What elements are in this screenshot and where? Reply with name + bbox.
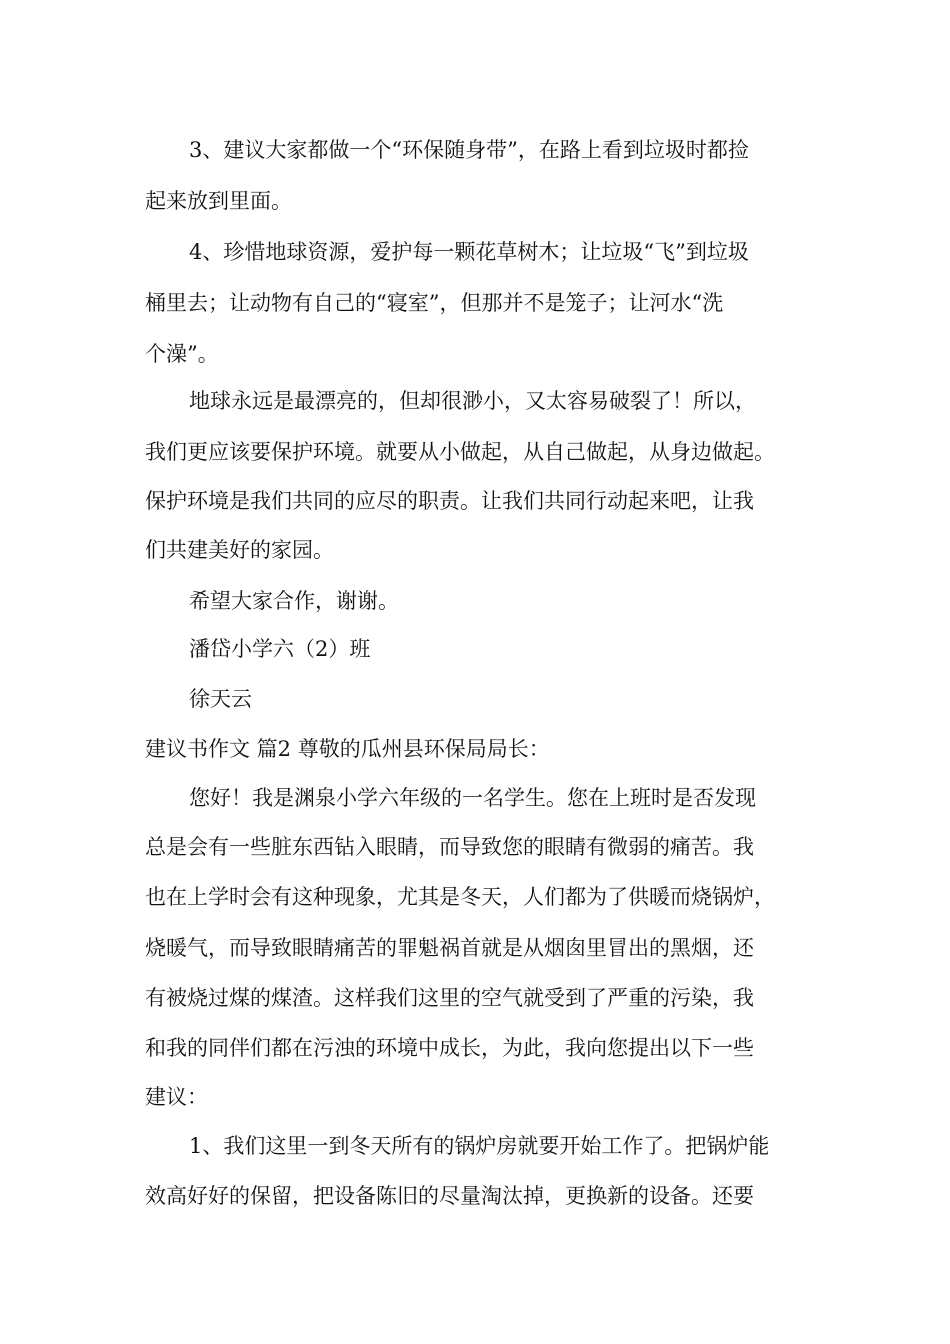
text-line: 起来放到里面。 [145,189,292,213]
text-line: 徐天云 [189,687,252,711]
text-line: 您好！我是渊泉小学六年级的一名学生。您在上班时是否发现 [189,786,756,810]
text-line: 个澡”。 [145,342,219,366]
text-line: 们共建美好的家园。 [145,538,334,562]
text-line: 和我的同伴们都在污浊的环境中成长，为此，我向您提出以下一些 [145,1036,754,1060]
text-line: 潘岱小学六（2）班 [189,637,371,661]
text-line: 地球永远是最漂亮的，但却很渺小，又太容易破裂了！所以， [189,389,756,413]
text-line: 烧暖气，而导致眼睛痛苦的罪魁祸首就是从烟囱里冒出的黑烟，还 [145,936,754,960]
text-line: 保护环境是我们共同的应尽的职责。让我们共同行动起来吧，让我 [145,489,754,513]
text-line: 建议： [145,1085,208,1109]
text-line: 效高好好的保留，把设备陈旧的尽量淘汰掉，更换新的设备。还要 [145,1184,754,1208]
text-line: 希望大家合作，谢谢。 [189,589,399,613]
text-line: 1、我们这里一到冬天所有的锅炉房就要开始工作了。把锅炉能 [189,1134,770,1158]
text-line: 3、建议大家都做一个“环保随身带”，在路上看到垃圾时都捡 [189,138,749,162]
text-line: 桶里去；让动物有自己的“寝室”，但那并不是笼子；让河水“洗 [145,291,724,315]
text-line: 4、珍惜地球资源，爱护每一颗花草树木；让垃圾“飞”到垃圾 [189,240,749,264]
text-line: 我们更应该要保护环境。就要从小做起，从自己做起，从身边做起。 [145,440,775,464]
text-line: 总是会有一些脏东西钻入眼睛，而导致您的眼睛有微弱的痛苦。我 [145,835,754,859]
text-line: 也在上学时会有这种现象，尤其是冬天，人们都为了供暖而烧锅炉， [145,885,775,909]
text-line: 有被烧过煤的煤渣。这样我们这里的空气就受到了严重的污染，我 [145,986,754,1010]
section-heading-line: 建议书作文 篇2 尊敬的瓜州县环保局局长： [145,737,550,761]
